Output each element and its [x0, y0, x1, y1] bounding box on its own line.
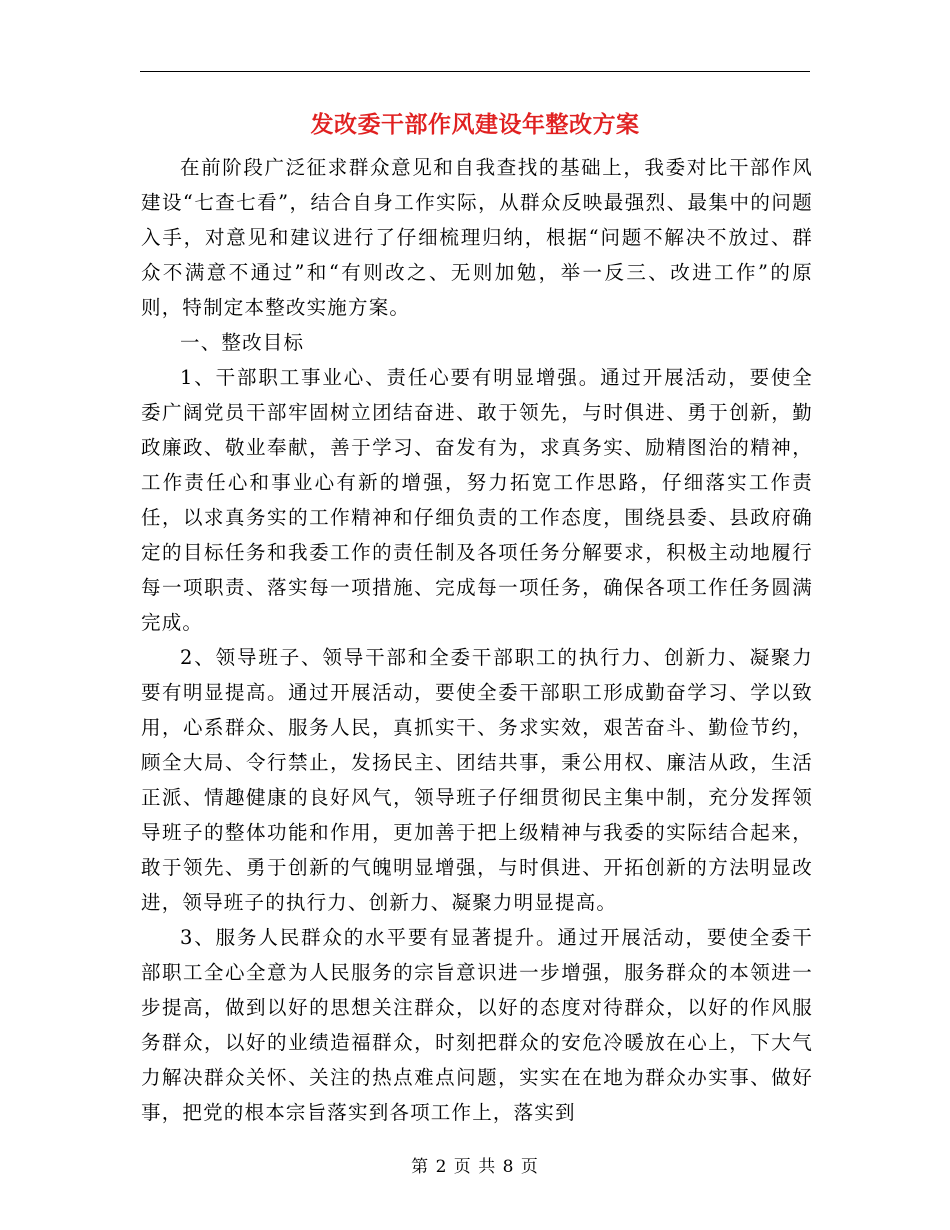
body-paragraph: 1、干部职工事业心、责任心要有明显增强。通过开展活动，要使全委广阔党员干部牢固树立团结奋进、敢于领先，与时俱进、勇于创新，勤政廉政、敬业奉献，善于学习、奋发有为，求真务实、励精图治的精神，工作责任心和事业心有新的增强，努力拓宽工作思路，仔细落实工作责任，以求真务实的工作精神和仔细负责的工作态度，围绕县委、县政府确定的目标任务和我委工作的责任制及各项任务分解要求，积极主动地履行每一项职责、落实每一项措施、完成每一项任务，确保各项工作任务圆满完成。: [141, 366, 813, 634]
footer-prefix: 第: [411, 1157, 430, 1177]
header-rule: [140, 71, 810, 72]
intro-paragraph: 在前阶段广泛征求群众意见和自我查找的基础上，我委对比干部作风建设“七查七看”，结合自身工作实际，从群众反映最强烈、最集中的问题入手，对意见和建议进行了仔细梳理归纳，根据“问题不解决不放过、群众不满意不通过”和“有则改之、无则加勉，举一反三、改进工作”的原则，特制定本整改实施方案。: [141, 156, 813, 319]
footer-middle: 页 共: [453, 1157, 497, 1177]
footer-page-total: 8: [502, 1157, 515, 1177]
body-paragraph: 2、领导班子、领导干部和全委干部职工的执行力、创新力、凝聚力要有明显提高。通过开展活动，要使全委干部职工形成勤奋学习、学以致用，心系群众、服务人民，真抓实干、务求实效，艰苦奋斗、勤俭节约，顾全大局、令行禁止，发扬民主、团结共事，秉公用权、廉洁从政，生活正派、情趣健康的良好风气，领导班子仔细贯彻民主集中制，充分发挥领导班子的整体功能和作用，更加善于把上级精神与我委的实际结合起来，敢于领先、勇于创新的气魄明显增强，与时俱进、开拓创新的方法明显改进，领导班子的执行力、创新力、凝聚力明显提高。: [141, 646, 813, 914]
body-paragraph: 3、服务人民群众的水平要有显著提升。通过开展活动，要使全委干部职工全心全意为人民服务的宗旨意识进一步增强，服务群众的本领进一步提高，做到以好的思想关注群众，以好的态度对待群众，以好的作风服务群众，以好的业绩造福群众，时刻把群众的安危冷暖放在心上，下大气力解决群众关怀、关注的热点难点问题，实实在在地为群众办实事、做好事，把党的根本宗旨落实到各项工作上，落实到: [141, 926, 813, 1124]
footer-suffix: 页: [520, 1157, 539, 1177]
footer-page-current: 2: [435, 1157, 448, 1177]
page-footer: [0, 1152, 950, 1177]
document-body: [141, 150, 813, 1130]
section-heading: 一、整改目标: [180, 331, 305, 354]
document-title: 发改委干部作风建设年整改方案: [310, 111, 640, 138]
